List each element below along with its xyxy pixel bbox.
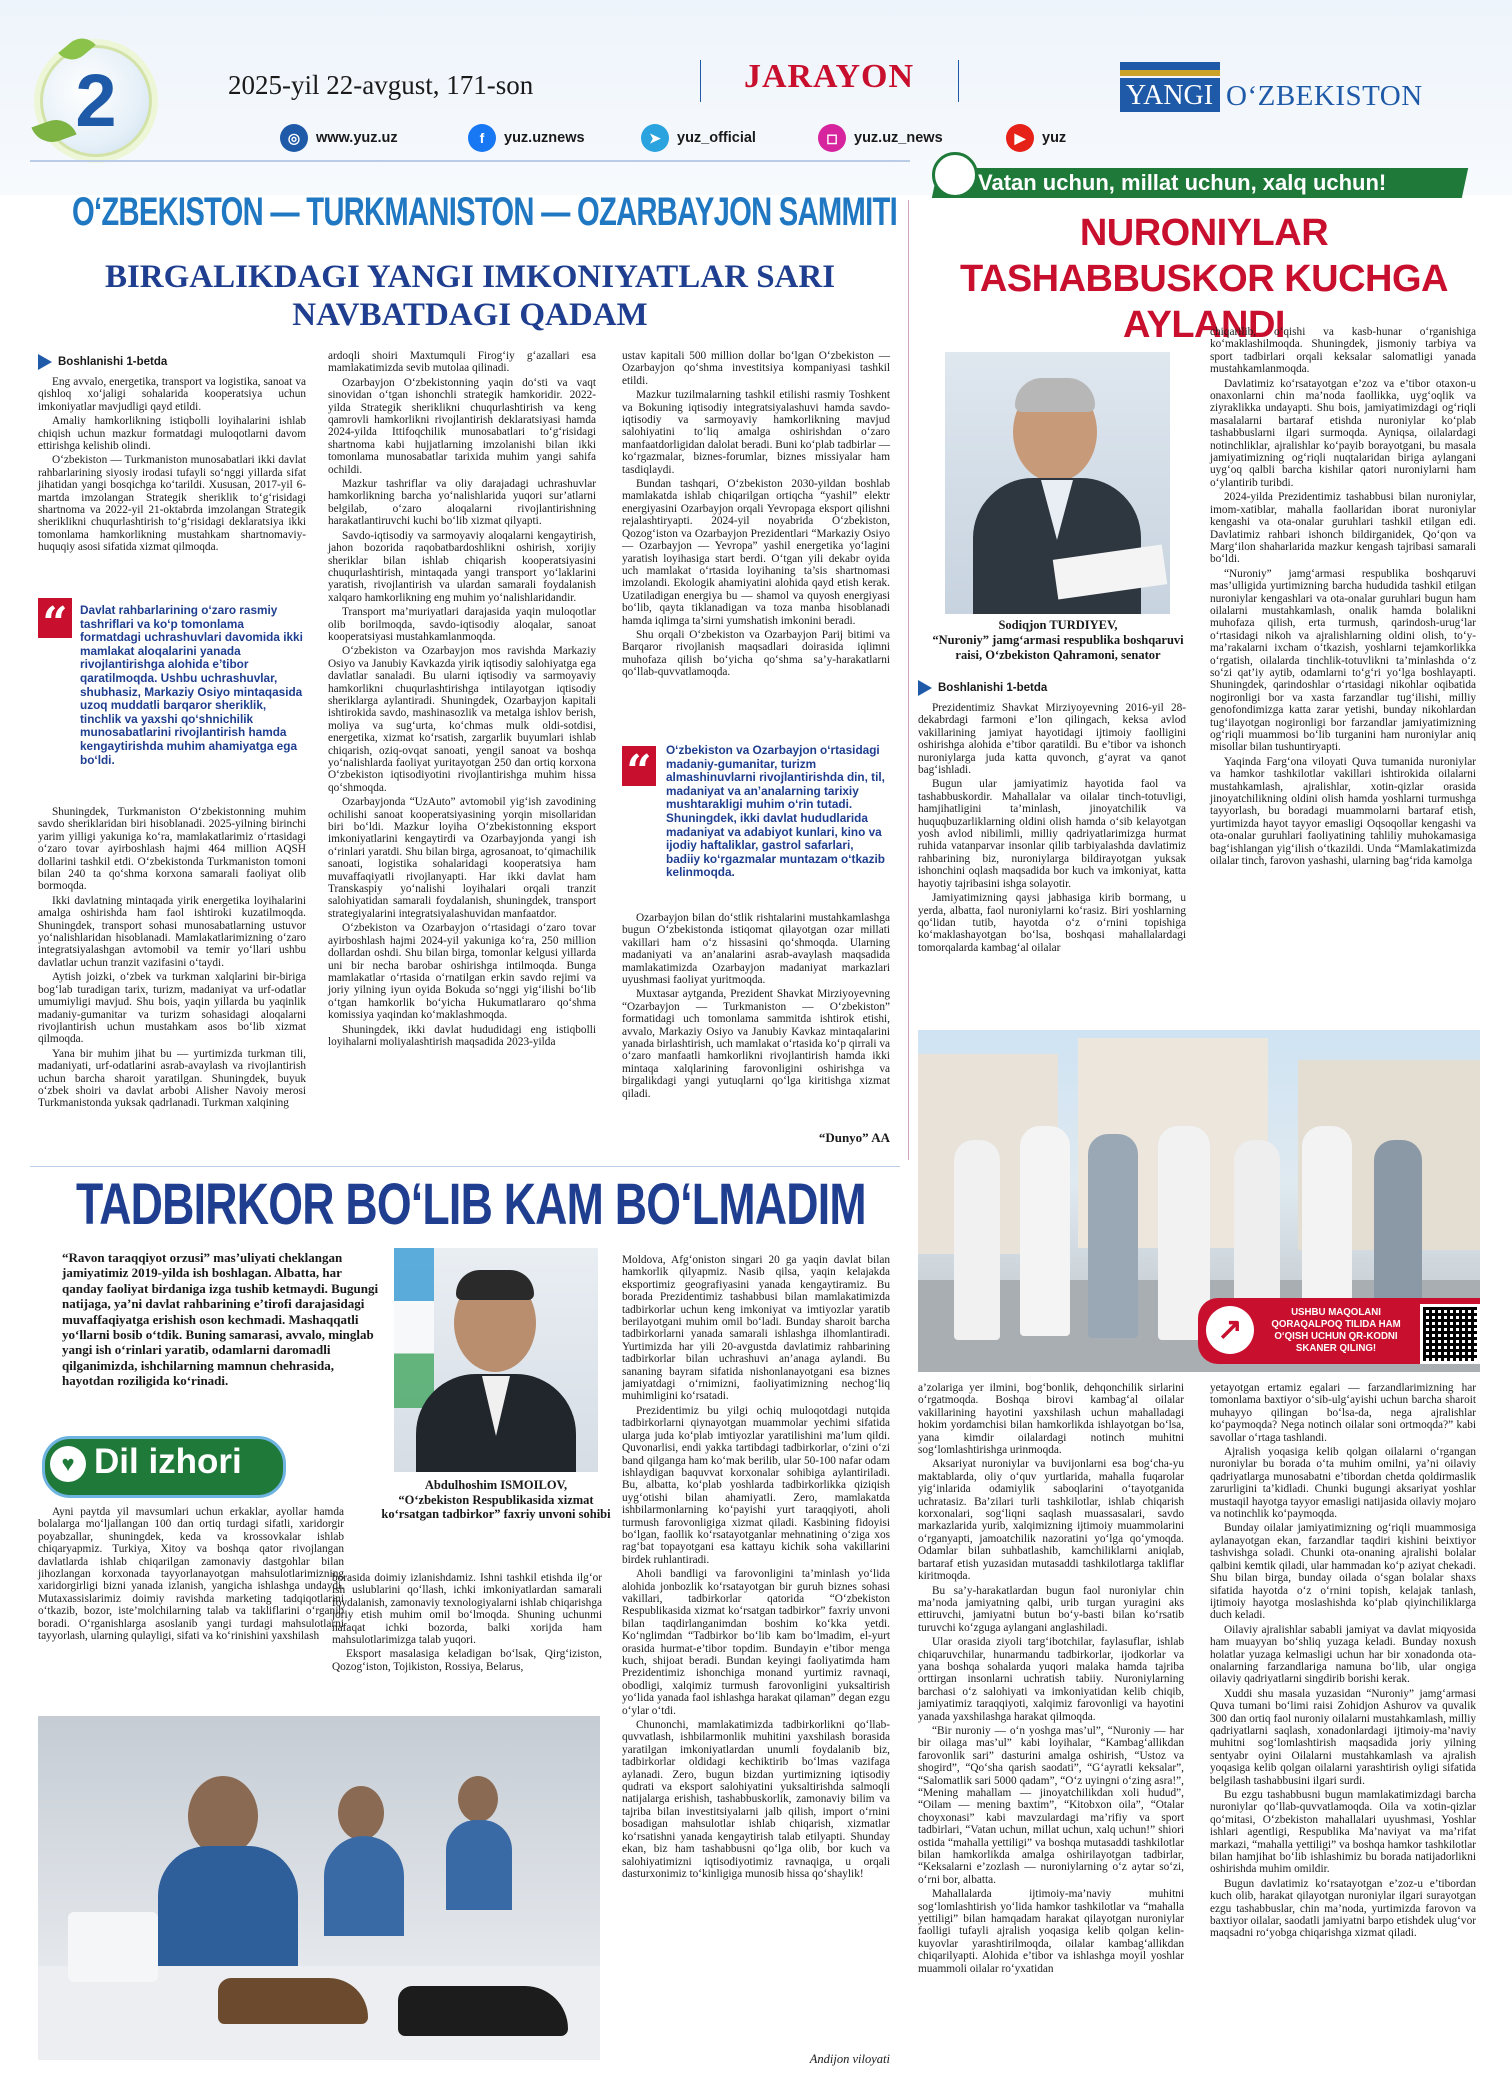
instagram-icon: ◻	[818, 124, 846, 152]
article2-column-3: a’zolariga yer ilmini, bog‘bonlik, dehqonchilik sirlarini o‘rgatmoqda. Boshqa birovi kambag‘al oilalar vakillarining hayotini yaxshilash uchun mahalladagi hokim yordamchisi bilan hamkorlikda ishlayotgan bo‘lsa, yana kimdir oilalardagi notinch muhitni sog‘lomlashtirishga urinmoqda. Aksariyat nuroniylar va buvijonlarni esa bog‘cha-yu maktablarda, oliy o‘quv yurtlarida, mahalla fuqarolar yig‘inlarida odamiylik saboqlarini o‘tayotganida uchratasiz. Ba’zilari turli tashkilotlar, ishlab chiqarish korxonalari, sog‘liqni saqlash muassasalari, savdo markazlarida yurib, xalqimizning ijtimoiy muammolarini o‘rganyapti, jamoatchilik nazoratini yo‘lga qo‘ymoqda. Odamlar bilan suhbatlashib, kamchiliklarni aniqlab, bartaraf etish yuzasidan mutasaddi tashkilotlarga takliflar kiritmoqda. Bu sa’y-harakatlardan bugun faol nuroniylar chin ma’noda jamiyatning qalbi, urib turgan yuragini aks ettiruvchi, jamiyatni butun bo‘y-basti bilan ko‘rsatib turuvchi ko‘zguga aylangani anglashiladi. Ular orasida ziyoli targ‘ibotchilar, faylasuflar, ishlab chiqaruvchilar, hunarmandu tadbirkorlar, ijodkorlar va yana boshqa sohalarda yuqori malaka hamda tajriba orttirgan insonlarni uchratish tabiiy. Nuroniylarning barchasi o‘z salohiyati va imkoniyatidan kelib chiqib, jamiyatimiz taraqqiyoti, xalqimiz farovonligi va hayotini yanada yaxshilashga harakat qilmoqda. “Bir nuroniy — o‘n yoshga mas’ul”, “Nuroniy — har bir oilaga mas’ul” kabi loyihalar, “Kambag‘allikdan farovonlik sari” dasturini amalga oshirish, “Ustoz va shogird”, “Qo‘sha qarish saodati”, “G‘ayratli keksalar”, “Salomatlik sari 5000 qadam”, “O‘z uyingni o‘zing asra!”, “Mening mahallam — jinoyatchilikdan xoli hudud”, “Oilam — mening baxtim”, “Kitobxon oila”, “Otalar choyxonasi” kabi mavzulardagi ma’rifiy va sport tadbirlari, “Vatan uchun, millat uchun, xalq uchun!” shiori ostida “mahalla yettiligi” va boshqa mutasaddi tashkilotlar bilan hamkorlikda amalga oshirilayotgan tadbirlar, “Keksalarni e’zozlash — nuroniylarning o‘z aytar so‘zi, o‘rni bor, albatta. Mahallalarda ijtimoiy-ma’naviy muhitni sog‘lomlashtirish yo‘lida hamkor tashkilotlar va “mahalla yettiligi” bilan hamqadam harakat qilayotgan nuroniylar faolligi tufayli ajralish yoqasiga kelib qolgan kelin-kuyovlar yarashtirilmoqda, oilalar kambag‘allikdan chiqarilyapti. Alohida e’tibor va ishlashga moyil yoshlar muammoli oilalar ro‘yxatidan	[918, 1382, 1184, 1975]
article1-column-1: Boshlanishi 1-betda Eng avvalo, energetika, transport va logistika, sanoat va qishloq xo‘jaligi sohalarida kooperatsiya uchun imkoniyatlar mavjudligi qayd etildi. Amaliy hamkorlikning istiqbolli loyihalarini ishlab chiqish uchun mazkur formatdagi muloqotlarni davom ettirishga kelishib olindi. O‘zbekiston — Turkmaniston munosabatlari ikki davlat rahbarlarining siyosiy irodasi tufayli so‘nggi yillarda sifat jihatidan yangi bosqichga ko‘tarildi. Xususan, 2017-yil 6-martda imzolangan Strategik sheriklik to‘g‘risidagi shartnoma va 2022-yil 21-oktabrda imzolangan Strategik sheriklikni chuqurlashtirish to‘g‘risidagi deklaratsiya ikki tomonlama hamkorlikning mustahkam shartnomaviy-huquqiy asosi sifatida xizmat qilmoqda.	[38, 355, 306, 554]
person-figure	[954, 1140, 1000, 1340]
article1-source: “Dunyo” AA	[818, 1130, 890, 1145]
worker-figure	[338, 1786, 384, 1840]
triangle-icon	[918, 680, 932, 696]
article3-headline: TADBIRKOR BO‘LIB KAM BO‘LMADIM	[76, 1172, 866, 1237]
article3-column-3: Moldova, Afg‘oniston singari 20 ga yaqin davlat bilan hamkorlik qilyapmiz. Nasib qilsa, yaqin kelajakda eksportimiz geografiyasini yanada kengaytiramiz. Bu borada Prezidentimiz tashabbusi bilan mamlakatimizda tadbirkorlar uchun keng imkoniyat va imtiyozlar yaratib berilayotgani muhim omil bo‘ladi. Bunday sharoit barcha tadbirkorlarni yanada samarali ishlashga ilhomlantiradi. Yurtimizda har yili 20-avgustda davlatimiz rahbarining tadbirkorlar bilan uchrashuvi an’anaga aylandi. Bu sananing bayram sifatida nishonlanayotgani esa biznes jamiyatdagi o‘rnimizni, faoliyatimizning nechog‘liq muhimligini ko‘rsatadi. Prezidentimiz bu yilgi ochiq muloqotdagi nutqida tadbirkorlarni qiynayotgan muammolar yechimi sifatida ularga juda ko‘plab imtiyozlar yaratilishini ma’lum qildi. Quvonarlisi, endi yakka tartibdagi tadbirkorlar, o‘zini o‘zi band qilganga ham ko‘mak berilib, ular 50-100 nafar odam ishlaydigan baquvvat korxonalar sohibiga aylantiriladi. Bu, albatta, ko‘plab yoshlarda tadbirkorlikka qiziqish uyg‘otishi bilan ahamiyatli. Zero, mamlakatda ishbilarmonlarning ko‘payishi yurt taraqqiyoti, aholi turmush farovonligiga xizmat qiladi. Kasbining fidoyisi bo‘lgan, faollik ko‘rsatayotganlar mehnatining o‘ziga xos rag‘bat topayotgani esa kattayu kichik soha vakillarini birdek ruhlantiradi. Aholi bandligi va farovonligini ta’minlash yo‘lida alohida jonbozlik ko‘rsatayotgan bir guruh biznes sohasi vakillari, tadbirkorlar qatorida “O‘zbekiston Respublikasida xizmat ko‘rsatgan tadbirkor” faxriy unvoni bilan taqdirlanganimdan boshim ko‘kka yetdi. Ko‘nglimdan “Tadbirkor bo‘lib kam bo‘lmadim, el-yurt orasida hurmat-e’tibor topdim. Bundayin e’tibor menga kuch, shijoat beradi. Bundan keyingi faoliyatimda ham Prezidentimiz ishonchiga monand yurtimiz ravnaqi, obodligi, xalqimiz turmush farovonligini yuksaltirish yo‘lida yanada faol ishlashga harakat qilaman” degan ezgu o‘ylar o‘tdi. Chunonchi, mamlakatimizda tadbirkorlikni qo‘llab-quvvatlash, ishbilarmonlik muhitini yaxshilash borasida yaratilgan imkoniyatlardan unumli foydalanib biz, tadbirkorlar oldidagi kechiktirib bo‘lmas vazifaga aylanadi. Zero, bugun bizdan yurtimizning iqtisodiy qudrati va eksport salohiyatini yuksaltirishda salmoqli natijalarga erishish, tashabbuskorlik, zamonaviy bilim va tajriba bilan investitsiyalarni jalb qilish, import o‘rnini bosadigan mahsulotlar ishlab chiqarish, xizmatlar ko‘rsatishni yanada kengaytirish talab etilyapti. Shunday ekan, biz ham tashabbusni qo‘lga olib, bor kuch va salohiyatimizni iqtisodiyotimiz ravnaqiga, u orqali dasturxonimiz to‘kinligiga munosib hissa qo‘shaylik!	[622, 1254, 890, 1880]
article3-column-1: Ayni paytda yil mavsumlari uchun erkaklar, ayollar hamda bolalarga mo‘ljallangan 100 dan ortiq turdagi sifatli, xaridorgir poyabzallar, shuningdek, keda va krossovkalar ishlab chiqaryapmiz. Turkiya, Xitoy va boshqa qator rivojlangan davlatlarda ishlab chiqarilgan zamonaviy dastgohlar bilan jihozlangan korxonada tayyorlanayotgan mahsulotlarimizning xaridorgirligi bizni yanada izlanish, yangicha ishlashga undaydi. Mutaxassislarimiz doimiy ravishda marketing tadqiqotlarini o‘tkazib, bozor, iste’molchilarning talab va takliflarini o‘rganib boradi. O‘rganishlarga asoslanib yangi turdagi mahsulotlarni tayyorlash, ularning qulayligi, sifati va ko‘rinishini yaxshilash	[38, 1506, 344, 1643]
article2-headline: NURONIYLAR TASHABBUSKOR KUCHGA AYLANDI	[959, 212, 1448, 346]
worker-figure	[324, 1836, 404, 1936]
social-link-instagram[interactable]: ◻ yuz.uz_news	[818, 124, 943, 152]
rubric-heart-icon: ♥	[50, 1446, 86, 1482]
social-link-facebook[interactable]: f yuz.uznews	[468, 124, 585, 152]
column-divider	[908, 200, 909, 1160]
portrait-photo	[945, 352, 1170, 614]
quote-mark-icon: “	[622, 746, 656, 786]
slogan-text: Vatan uchun, millat uchun, xalq uchun!	[978, 170, 1387, 195]
quote-mark-icon: “	[38, 598, 72, 638]
telegram-icon: ➤	[641, 124, 669, 152]
qr-text: USHBU MAQOLANI QORAQALPOQ TILIDA HAM O‘QISH UCHUN QR-KODNI SKANER QILING!	[1271, 1307, 1401, 1354]
article2-column-2: chiqarilib, o‘qishi va kasb-hunar o‘rganishiga ko‘maklashilmoqda. Shuningdek, jismoniy tarbiya va sport tadbirlari orqali keksalar salomatligi yanada mustahkamlanmoqda. Davlatimiz ko‘rsatayotgan e’zoz va e’tibor otaxon-u onaxonlarni chin ma’noda faollikka, uyg‘oqlik va ziyraklikka undayapti. Shu bois, jamiyatimizdagi og‘riqli masalalarni bartaraf etishda nuroniylar ko‘plab tashabbuslarni ilgari surmoqda. Ayniqsa, oilalardagi notinchliklar, ajralishlar ko‘payib borayotgani, bu masala jamiyatimizning og‘riqli nuqtalaridan biriga aylangani uyg‘oq qalbli barcha kishilar qatori nuroniylarni ham o‘ylantirib turibdi. 2024-yilda Prezidentimiz tashabbusi bilan nuroniylar, imom-xatiblar, mahalla faollaridan iborat nuroniylar kengashi va ota-onalar guruhlari tashkil etilgan edi. Davlatimiz rahbari ishonch bildirganidek, Qo‘qon va Marg‘ilon shaharlarida mazkur kengash tajribasi samarali bo‘ldi. “Nuroniy” jamg‘armasi respublika boshqaruvi mas’ulligida yurtimizning barcha hududida tashkil etilgan nuroniylar kengashlari va ota-onalar guruhlari bugun ham oilalarni mustahkamlash, onalik hamda bolalikni muhofaza qilish, erta turmush, qarindosh-urug‘lar o‘rtasidagi nikoh va ajralishlarning oldini olish, to‘y-ma’rakalarni ixcham o‘tkazish, yoshlarni tejamkorlikka o‘rgatish, oilalarda tinchlik-totuvlikni ta’minlashda o‘z so‘zi qat’iy aytib, odamlarni to‘g‘ri yo‘lga boshlayapti. Shuningdek, qarindoshlar o‘rtasidagi nikohlar oqibatida nogironligi bor va xasta farzandlar tug‘ilishi, milliy genofondimizga katta zarar yetishi, bunday nikohlardan tug‘ilayotgan nogironligi bor farzandlar jamiyatimizning og‘riqli muammosi bo‘lib turganini ham nuroniylar aniq misollar bilan tushuntiryapti. Yaqinda Farg‘ona viloyati Quva tumanida nuroniylar va hamkor tashkilotlar vakillari ishtirokida oilalarni mustahkamlash, ajralishlar, xotin-qizlar orasida jinoyatchilikning oldini olish hamda yoshlarni turmushga tayyorlash, bu boradagi muammolarni bartaraf etish, yurtimizda hayot tayyor emasligi Oqsoqollar kengashi va ota-onalar guruhlari faoliyatining tahliliy muhokamasiga bag‘ishlangan yig‘ilish o‘tkazildi. Unda “Mamlakatimizda oilalar tinch, farovon yashashi, ularning bag‘rida kamolga	[1210, 326, 1476, 868]
article1-column-3-continued: Ozarbayjon bilan do‘stlik rishtalarini mustahkamlashga bugun O‘zbekistonda istiqomat qilayotgan ozar millati vakillari ham o‘z hissasini qo‘shmoqda. Ularning madaniyati va an’analarini asrab-avaylash maqsadida mamlakatimizda Ozarbayjon madaniyat markazlari uyushmasi faoliyat yuritmoqda. Muxtasar aytganda, Prezident Shavkat Mirziyoyevning “Ozarbayjon — Turkmaniston — O‘zbekiston” formatidagi uch tomonlama sammitda ishtirok etishi, avvalo, Markaziy Osiyo va Janubiy Kavkaz mintaqalarini yanada birlashtirish, uch mamlakat o‘rtasida ko‘p qirrali va o‘zaro manfaatli hamkorlikni rivojlantirish hamda ikki mintaqa xalqlarining farovonligini oshirishga va birgalikdagi yangi yutuqlarni qo‘lga kiritishga xizmat qiladi.	[622, 912, 890, 1100]
portrait-caption: Sodiqjon TURDIYEV, “Nuroniy” jamg‘armasi respublika boshqaruvi raisi, O‘zbekiston Qahramoni, senator	[932, 618, 1184, 662]
worker-figure	[458, 1776, 498, 1822]
portrait-hair	[1015, 378, 1095, 412]
social-link-web[interactable]: ◎ www.yuz.uz	[280, 124, 398, 152]
social-link-youtube[interactable]: ▶ yuz	[1006, 124, 1066, 152]
flag-icon	[394, 1248, 434, 1408]
article1-column-3: ustav kapitali 500 million dollar bo‘lgan O‘zbekiston — Ozarbayjon qo‘shma investitsiya kompaniyasi tashkil etildi. Mazkur tuzilmalarning tashkil etilishi rasmiy Toshkent va Bokuning iqtisodiy integratsiyalashuvi hamda savdo-iqtisodiy va sarmoyaviy hamkorlikning mavjud salohiyatini to‘liq amalga oshirishdan o‘zaro manfaatdorligidan dalolat beradi. Buni ko‘plab tadbirlar — ko‘rgazmalar, biznes-forumlar, biznes missiyalar ham tasdiqlaydi. Bundan tashqari, O‘zbekiston 2030-yildan boshlab mamlakatda ishlab chiqarilgan ortiqcha “yashil” elektr energiyasini Ozarbayjon orqali Yevropaga eksport qilishni rejalashtiryapti. 2024-yil noyabrida O‘zbekiston, Qozog‘iston va Ozarbayjon Prezidentlari “Markaziy Osiyo — Ozarbayjon — Yevropa” yashil energetika yo‘lagini yaratish loyihasiga start berdi. O‘tgan yili dekabr oyida uch mamlakat o‘rtasida loyihaning ta’sis shartnomasi imzolandi. Ekologik ahamiyatini alohida qayd etish kerak. Uzatiladigan energiya bu — shamol va quyosh energiyasi bo‘lib, qayta tiklanadigan va toza manba hisoblanadi hamda iqlimga ta’sirni yumshatish imkonini beradi. Shu orqali O‘zbekiston va Ozarbayjon Parij bitimi va Barqaror rivojlanish maqsadlari doirasida iqlimni muhofaza qilish bo‘yicha qo‘shma sa’y-harakatlarni qo‘llab-quvvatlamoqda.	[622, 350, 890, 679]
article3-column-2: borasida doimiy izlanishdamiz. Ishni tashkil etishda ilg‘or ish uslublarini qo‘llash, ichki imkoniyatlardan samarali foydalanish, zamonaviy texnologiyalarni ishlab chiqarishga joriy etish muhim omil bo‘lmoqda. Shuning uchunmi nafaqat ichki bozorda, balki xorijda ham mahsulotlarimizga talab yuqori. Eksport masalasiga keladigan bo‘lsak, Qirg‘iziston, Qozog‘iston, Tojikiston, Rossiya, Belarus,	[332, 1572, 602, 1673]
article2-column-1: Boshlanishi 1-betda Prezidentimiz Shavkat Mirziyoyevning 2016-yil 28-dekabrdagi farmoni e’lon qilingach, keksa avlod vakillarining jamiyat hayotidagi ijtimoiy faolligini oshirishga alohida e’tibor qaratildi. Bu e’tibor va ishonch nuroniylarga juda katta quvonch, g‘ayrat va qanot bag‘ishladi. Bugun ular jamiyatimiz hayotida faol va tashabbuskordir. Mahallalar va oilalar tinch-totuvligi, hamjihatligini ta’minlash, jinoyatchilik va huquqbuzarliklarning oldini olish hamda o‘sib kelayotgan yosh avlod nibilimli, milliy qadriyatlarimizga hurmat ruhida vatanparvar insonlar qilib tarbiyalashda davlatimiz rahbarining biz, nuroniylarga bildirayotgan yuksak ishonchini oqlash maqsadida bor kuch va imkoniyat, katta hayotiy tajribasini ishga solayotir. Jamiyatimizning qaysi jabhasiga kirib bormang, u yerda, albatta, faol nuroniylarni ko‘rasiz. Biri yoshlarning qo‘lidan tutib, hayotda o‘z o‘rnini topishiga ko‘maklashayotgan bo‘lsa, boshqasi mahallalardagi tomorqalarda kambag‘al oilalar	[918, 681, 1186, 954]
logo-stripe	[1120, 70, 1220, 76]
portrait-hair	[456, 1270, 534, 1300]
facebook-icon: f	[468, 124, 496, 152]
article1-kicker: O‘ZBEKISTON — TURKMANISTON — OZARBAYJON SAMMITI	[72, 190, 897, 234]
qr-code-icon[interactable]	[1420, 1304, 1480, 1364]
continued-note: Boshlanishi 1-betda	[38, 354, 306, 370]
pull-quote-2: “ O‘zbekiston va Ozarbayjon o‘rtasidagi madaniy-gumanitar, turizm almashinuvlarni rivojlantirishda din, til, madaniyat va an’analarning tarixiy mushtarakligi muhim o‘rin tutadi. Shuningdek, ikki davlat hududlarida madaniyat va adabiyot kunlari, kino va ijodiy haftaliklar, gastrol safarlari, badiiy ko‘rgazmalar muntazam o‘tkazib kelinmoqda.	[622, 740, 890, 904]
article3-source: Andijon viloyati	[809, 2052, 890, 2066]
worker-figure	[188, 1776, 258, 1856]
header-rule	[30, 160, 910, 162]
logo-yangi: YANGI	[1126, 80, 1214, 111]
slogan-leaf-icon	[932, 152, 978, 198]
article3-lead: “Ravon taraqqiyot orzusi” mas’uliyati cheklangan jamiyatimiz 2019-yilda ish boshlagan. Albatta, har qanday faoliyat birdaniga izga tushib ketmaydi. Bugungi natijaga, ya’ni davlat rahbarining e’tirofi darajasidagi muvaffaqiyatga erishish oson kechmadi. Mashaqqatli yo‘llarni bosib o‘tdik. Buning samarasi, avvalo, minglab yangi ish o‘rinlari yaratib, odamlarni daromadli qilganimizda, ishchilarning mamnun chehrasida, hayotdan roziligida ko‘rinadi.	[62, 1250, 379, 1389]
page-number: 2	[75, 59, 117, 142]
article2-column-4: yetayotgan ertamiz egalari — farzandlarimizning har tomonlama baxtiyor o‘sib-ulg‘ayishi uchun barcha sharoit muhayyo qilingan bo‘lsa-da, nega ajralishlar ko‘paymoqda? Nega notinch oilalar soni ortmoqda?” kabi savollar o‘rtaga tashlandi. Ajralish yoqasiga kelib qolgan oilalarni o‘rgangan nuroniylar bu borada o‘ta muhim omilni, ya’ni oilaviy qadriyatlarga munosabatni e’tibordan chetda qoldirmaslik zarurligini ta’kidladi. Chunki bugungi aksariyat yoshlar mustaqil hayotga tayyor emasligi natijasida oilaviy mojaro va notinchlik ko‘paymoqda. Bunday oilalar jamiyatimizning og‘riqli muammosiga aylanayotgan ekan, farzandlar taqdiri kishini beixtiyor tashvishga soladi. Chunki ota-onaning ajralishi bolalar qalbini kemtik qiladi, ular hammadan ko‘p aziyat chekadi. Shu bilan birga, bunday oilada o‘sgan bolalar shaxs sifatida hayotda o‘z o‘rnini topish, kelajak tanlash, ijtimoiy hayotga moslashishda ko‘plab qiyinchiliklarga duch keladi. Oilaviy ajralishlar sababli jamiyat va davlat miqyosida ham muayyan bo‘shliq yuzaga keladi. Bunday noxush holatlar yuzaga kelmasligi uchun har bir xonadonda ota-onalarning farzandlariga namuna bo‘lib, ular ongiga oilaviy qadriyatlarni singdirib borishi kerak. Xuddi shu masala yuzasidan “Nuroniy” jamg‘armasi Quva tumani bo‘limi raisi Zohidjon Ashurov va quvalik 300 dan ortiq faol nuroniy oilalarni mustahkamlash, milliy qadriyatlarni saqlash, xonadonlardagi ijtimoiy-ma’naviy muhitni sog‘lomlashtirish maqsadida joriy yilning sentyabr oyini Oilalarni mustahkamlash va ajralish yoqasiga kelib qolgan oilalarni yarashtirish oyligi sifatida belgilash tashabbusini ilgari surdi. Bu ezgu tashabbusni bugun mamlakatimizdagi barcha nuroniylar qo‘llab-quvvatlamoqda. Oila va xotin-qizlar qo‘mitasi, O‘zbekiston mahallalari uyushmasi, Yoshlar ishlari agentligi, Respublika Ma’naviyat va ma’rifat markazi, “mahalla yettiligi” va boshqa hamkor tashkilotlar bilan hamjihat bo‘lib ishlashimiz bu borada natijadorlikni oshirishda muhim omildir. Bugun davlatimiz ko‘rsatayotgan e’zoz-u e’tibordan kuch olib, harakat qilayotgan nuroniylar ilgari surayotgan ezgu tashabbuslar, chin ma’noda, yurtimizda farovon va baxtiyor oilalar, saodatli jamiyatni barpo etishdek ulug‘vor maqsadni ro‘yobga chiqarishga xizmat qiladi.	[1210, 1382, 1476, 1940]
article1-column-2: ardoqli shoiri Maxtumquli Firog‘iy g‘azallari esa mamlakatimizda sevib mutolaa qilinadi. Ozarbayjon O‘zbekistonning yaqin do‘sti va vaqt sinovidan o‘tgan ishonchli strategik hamkoridir. 2022-yilda Strategik sheriklikni chuqurlashtirish va keng qamrovli hamkorlikni rivojlantirish deklaratsiyasi hamda 2024-yilda Ittifoqchilik munosabatlari to‘g‘risidagi shartnoma kabi hujjatlarning imzolanishi bilan ikki tomonlama munosabatlar tarixida muhim yangi sahifa ochildi. Mazkur tashriflar va oliy darajadagi uchrashuvlar hamkorlikning barcha yo‘nalishlarida yuqori sur’atlarni belgilab, o‘zaro aloqalarni rivojlantirishning harakatlantiruvchi kuchi bo‘lib xizmat qilyapti. Savdo-iqtisodiy va sarmoyaviy aloqalarni kengaytirish, jahon bozorida raqobatbardoshlikni oshirish, xorijiy sheriklar bilan ishlab chiqarish kooperatsiyasini chuqurlashtirish, mintaqada yangi transport yo‘laklarini yaratish, rivojlantirish va ulardan samarali foydalanish xalqaro hamkorlikning eng muhim yo‘nalishlaridandir. Transport ma’muriyatlari darajasida yaqin muloqotlar olib borilmoqda, savdo-iqtisodiy aloqalar, sanoat kooperatsiyasi mustahkamlanmoqda. O‘zbekiston va Ozarbayjon mos ravishda Markaziy Osiyo va Janubiy Kavkazda yirik iqtisodiy salohiyatga ega davlatlar sanaladi. Bu ularni iqtisodiy va sarmoyaviy hamkorlikni chuqurlashtirishga intilayotgan iqtisodiy sheriklarga aylantiradi. Shuningdek, Ozarbayjon kapitali ishtirokida savdo, mashinasozlik va metalga ishlov berish, moliya va sug‘urta, ko‘chmas mulk oldi-sotdisi, energetika, xizmat ko‘rsatish, zargarlik buyumlari ishlab chiqarish, oziq-ovqat sanoati, yengil sanoat va boshqa yo‘nalishlarda faoliyat yuritayotgan 250 dan ortiq korxona O‘zbekiston iqtisodiyotini rivojlantirishga muhim hissa qo‘shmoqda. Ozarbayjonda “UzAuto” avtomobil yig‘ish zavodining ochilishi sanoat kooperatsiyasining yorqin misollaridan biri bo‘ldi. Mazkur loyiha O‘zbekistonning eksport imkoniyatlarini kengaytirdi va Ozarbayjonda yangi ish o‘rinlari yaratdi. Shu bilan birga, agrosanoat, to‘qimachilik sanoati, logistika sohalaridagi kooperatsiya ham muvaffaqiyatli rivojlanyapti. Har ikki davlat ham Transkaspiy yo‘nalishi loyihalari orqali tranzit salohiyatidan samarali foydalanish, shuningdek, transport strategiyalarini integratsiyalashuvidan manfaatdor. O‘zbekiston va Ozarbayjon o‘rtasidagi o‘zaro tovar ayirboshlash hajmi 2024-yil yakuniga ko‘ra, 250 million dollardan oshdi. Shu bilan birga, tomonlar kelgusi yillarda uni bir necha barobar oshirishga intilmoqda. Bunga mamlakatlar o‘rtasida o‘rnatilgan erkin savdo rejimi va joriy yilning iyun oyida Bokuda so‘nggi yig‘ilishi bo‘lib o‘tgan hamkorlik bo‘yicha Hukumatlararo qo‘shma komissiya yaqindan ko‘maklashmoqda. Shuningdek, ikki davlat hududidagi eng istiqbolli loyihalarni moliyalashtirish maqsadida 2023-yilda	[328, 350, 596, 1048]
qr-arrow-icon: ↗	[1206, 1306, 1254, 1354]
worker-figure	[446, 1820, 512, 1910]
pull-quote: “ Davlat rahbarlarining o‘zaro rasmiy tashriflari va ko‘p tomonlama formatdagi uchrashuvlari davomida ikki mamlakat aloqalarini yanada rivojlantirishga alohida e’tibor qaratilmoqda. Ushbu uchrashuvlar, shubhasiz, Markaziy Osiyo mintaqasida uzoq muddatli barqaror sheriklik, tinchlik va yaxshi qo‘shnichilik munosabatlarini rivojlantirish hamda kengaytirishda muhim ahamiyatga ega bo‘ldi.	[38, 598, 306, 794]
social-link-telegram[interactable]: ➤ yuz_official	[641, 124, 756, 152]
article1-headline: BIRGALIKDAGI YANGI IMKONIYATLAR SARI NAVBATDAGI QADAM	[104, 259, 836, 333]
logo-stripe	[1120, 62, 1220, 70]
continued-note: Boshlanishi 1-betda	[918, 680, 1186, 696]
factory-photo	[38, 1716, 600, 2060]
newspaper-logo	[1118, 62, 1480, 118]
entrepreneur-portrait	[394, 1248, 598, 1472]
section-title: JARAYON	[743, 58, 915, 95]
section-rule	[30, 1166, 900, 1167]
triangle-icon	[38, 354, 52, 370]
person-figure	[1020, 1126, 1070, 1336]
globe-icon: ◎	[280, 124, 308, 152]
issue-date: 2025-yil 22-avgust, 171-son	[228, 70, 534, 100]
rubric-title: Dil izhori	[94, 1442, 242, 1481]
sewing-machine	[68, 1912, 158, 1982]
shoe-icon	[218, 1978, 368, 2024]
entrepreneur-caption: Abdulhoshim ISMOILOV, “O‘zbekiston Respublikasida xizmat ko‘rsatgan tadbirkor” faxriy unvoni sohibi	[381, 1478, 611, 1522]
article1-column-1-continued: Shuningdek, Turkmaniston O‘zbekistonning muhim savdo sheriklaridan biri hisoblanadi. 2025-yilning birinchi yarim yilligi yakuniga ko‘ra, mamlakatlarimiz o‘rtasidagi o‘zaro tovar ayirboshlash hajmi 464 million AQSH dollarini tashkil etdi. O‘zbekistonda Turkmaniston tomoni bilan 240 ta qo‘shma korxona samarali faoliyat olib bormoqda. Ikki davlatning mintaqada yirik energetika loyihalarini amalga oshirishda ham faol ishtiroki kuzatilmoqda. Shuningdek, transport sohasi munosabatlarning ustuvor yo‘nalishlaridan hisoblanadi. Mamlakatlarimizning o‘zaro integratsiyalashgan avtomobil va temir yo‘llari ushbu davlatlar uchun tranzit vazifasini o‘taydi. Aytish joizki, o‘zbek va turkman xalqlarini bir-biriga bog‘lab turadigan tarix, turizm, madaniyat va urf-odatlar umumiyligi mavjud. Shu bois, yaqin yillarda bu yaqinlik madaniy-gumanitar va turizm sohasidagi aloqalarni rivojlantirish uchun mustahkam asos bo‘lib xizmat qilmoqda. Yana bir muhim jihat bu — yurtimizda turkman tili, madaniyati, urf-odatlarini asrab-avaylash va rivojlantirish uchun barcha sharoit yaratilgan. Shuningdek, buyuk o‘zbek shoiri va davlat arbobi Alisher Navoiy merosi Turkmanistonda yuksak qadrlanadi. Turkman xalqining	[38, 806, 306, 1110]
logo-uzbekistan: O‘ZBEKISTON	[1226, 80, 1423, 112]
shoe-icon	[398, 1986, 568, 2036]
youtube-icon: ▶	[1006, 124, 1034, 152]
person-figure	[1088, 1134, 1138, 1338]
